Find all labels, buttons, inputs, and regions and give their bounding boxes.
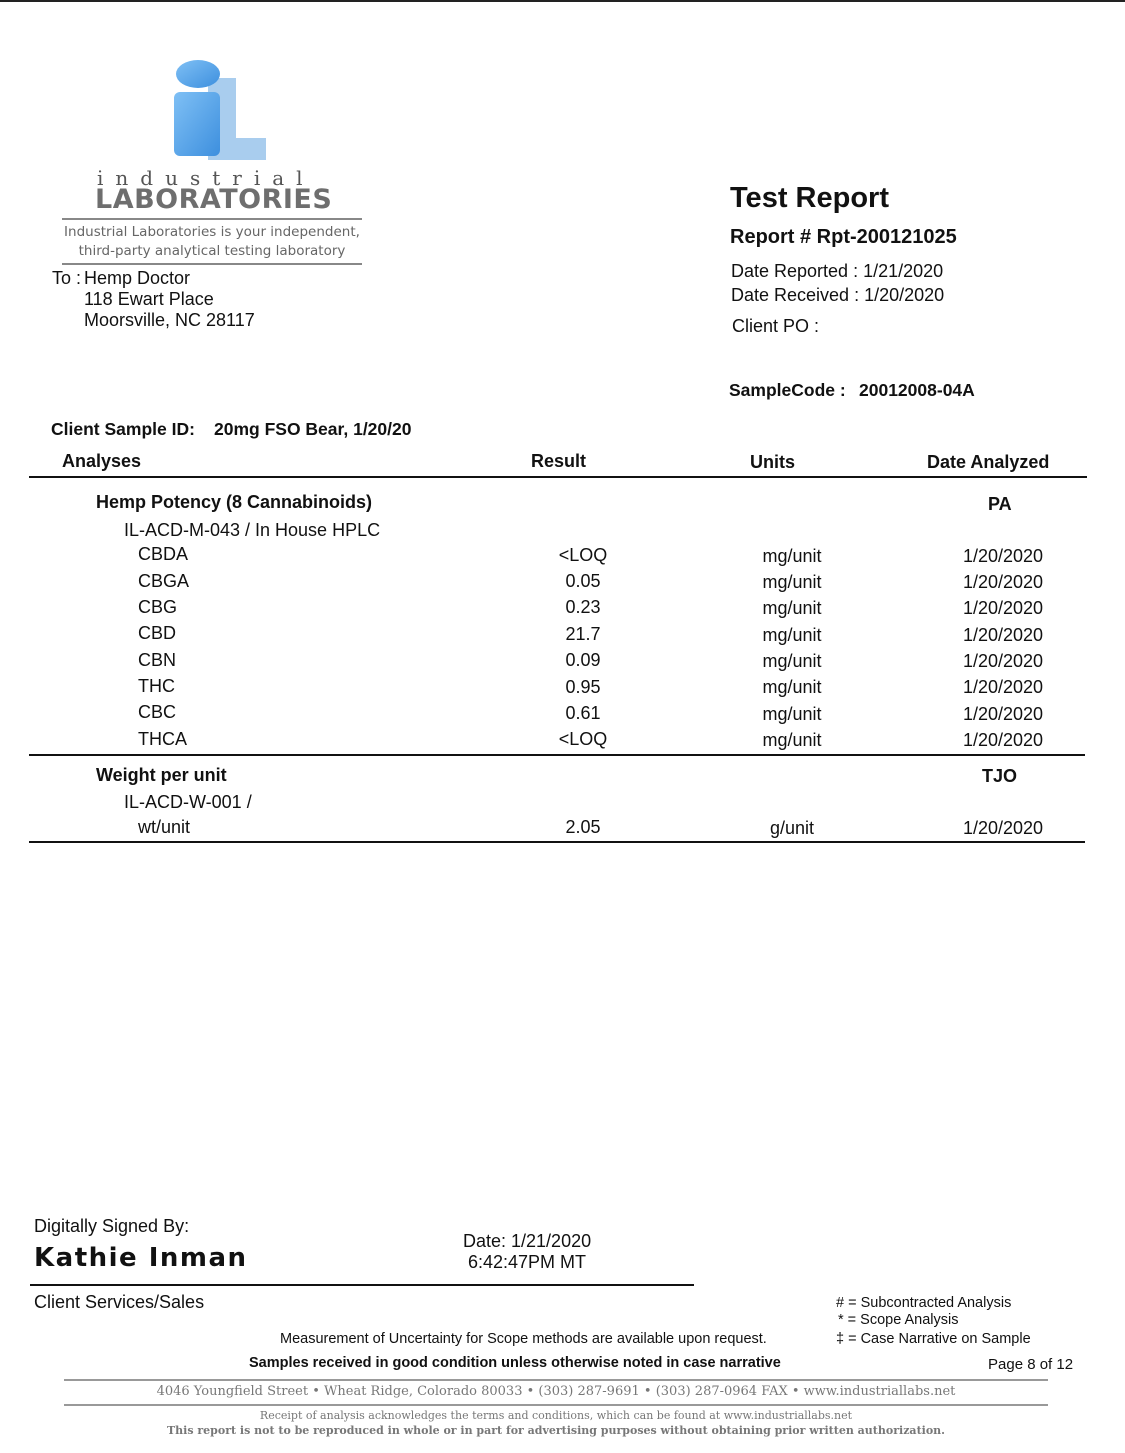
sample-code-label: SampleCode : (729, 380, 846, 400)
logo-wordmark-industrial: industrial (97, 166, 315, 190)
analyte-result: 0.61 (565, 703, 601, 723)
analyte-units: mg/unit (762, 704, 822, 724)
section-rule (29, 754, 1085, 756)
analyte-date: 1/20/2020 (962, 651, 1044, 671)
analyte-result: 0.09 (565, 650, 601, 670)
to-label: To : (52, 268, 82, 288)
analyte-result: 21.7 (565, 624, 601, 644)
signer-name: Kathie Inman (34, 1243, 248, 1273)
page-number: Page 8 of 12 (988, 1356, 1074, 1373)
analyte-name: THC (138, 676, 175, 696)
analyte-date: 1/20/2020 (962, 625, 1044, 645)
client-po: Client PO : (732, 316, 820, 336)
header-analyses: Analyses (62, 451, 142, 471)
analyte-result: 0.05 (565, 571, 601, 591)
analyte-name: CBD (138, 623, 177, 643)
logo-wordmark-laboratories: LABORATORIES (95, 184, 333, 215)
analyte-units: mg/unit (762, 730, 822, 750)
date-received: Date Received : 1/20/2020 (731, 285, 945, 305)
analyte-result: 0.95 (565, 677, 601, 697)
analyte-name: CBC (138, 702, 177, 722)
analyte-date: 1/20/2020 (962, 598, 1044, 618)
reproduction-notice: This report is not to be reproduced in whole or in part for advertising purposes without obtaining prior written authorization. (167, 1424, 945, 1437)
logo-divider (62, 218, 362, 220)
header-rule (29, 476, 1087, 478)
section-analyst-weight: TJO (982, 766, 1018, 786)
legend-scope: * = Scope Analysis (838, 1312, 959, 1328)
logo-divider-bottom (62, 263, 362, 265)
uncertainty-note: Measurement of Uncertainty for Scope methods are available upon request. (280, 1331, 767, 1347)
analyte-units: g/unit (769, 818, 815, 838)
industrial-labs-logo-icon (168, 58, 272, 170)
analyte-units: mg/unit (762, 677, 822, 697)
client-city: Moorsville, NC 28117 (84, 310, 255, 330)
signed-by-label: Digitally Signed By: (34, 1216, 190, 1236)
report-number: Report # Rpt-200121025 (730, 226, 957, 248)
top-border (0, 0, 1125, 2)
analyte-name: CBGA (138, 571, 190, 591)
analyte-date: 1/20/2020 (962, 818, 1044, 838)
method-potency: IL-ACD-M-043 / In House HPLC (124, 520, 381, 540)
analyte-result: 2.05 (565, 817, 601, 837)
analyte-date: 1/20/2020 (962, 546, 1044, 566)
analyte-date: 1/20/2020 (962, 572, 1044, 592)
header-units: Units (750, 452, 795, 472)
client-sample-id-label: Client Sample ID: (51, 419, 195, 439)
legend-narrative: ‡ = Case Narrative on Sample (836, 1331, 1031, 1347)
analyte-units: mg/unit (762, 598, 822, 618)
receipt-note: Receipt of analysis acknowledges the terms and conditions, which can be found at www.industriallabs.net (259, 1409, 853, 1422)
footer-rule-bottom (64, 1404, 1048, 1406)
analyte-date: 1/20/2020 (962, 730, 1044, 750)
footer-rule-top (64, 1379, 1048, 1381)
header-date-analyzed: Date Analyzed (927, 452, 1050, 472)
analyte-date: 1/20/2020 (962, 704, 1044, 724)
lab-address: 4046 Youngfield Street • Wheat Ridge, Colorado 80033 • (303) 287-9691 • (303) 287-0964 FAX • www.industriallabs.net (156, 1384, 956, 1399)
analyte-name: THCA (138, 729, 187, 749)
analyte-name: CBN (138, 650, 177, 670)
client-name: Hemp Doctor (84, 268, 191, 288)
legend-subcontracted: # = Subcontracted Analysis (836, 1295, 1012, 1311)
date-reported: Date Reported : 1/21/2020 (731, 261, 944, 281)
client-sample-id: 20mg FSO Bear, 1/20/20 (214, 419, 412, 439)
analyte-result: <LOQ (558, 729, 608, 749)
logo-tagline-2: third-party analytical testing laboratory (78, 243, 346, 259)
analyte-name: wt/unit (138, 817, 191, 837)
report-title: Test Report (730, 182, 889, 214)
signature-time: 6:42:47PM MT (468, 1252, 587, 1272)
analyte-units: mg/unit (762, 572, 822, 592)
analyte-name: CBG (138, 597, 178, 617)
section-title-weight: Weight per unit (96, 765, 227, 785)
analyte-result: 0.23 (565, 597, 601, 617)
signature-rule (30, 1284, 694, 1286)
analyte-units: mg/unit (762, 546, 822, 566)
analyte-date: 1/20/2020 (962, 677, 1044, 697)
method-weight: IL-ACD-W-001 / (124, 792, 252, 812)
condition-note: Samples received in good condition unless otherwise noted in case narrative (249, 1355, 781, 1371)
logo-tagline-1: Industrial Laboratories is your independent, (64, 224, 360, 240)
section-analyst-potency: PA (988, 494, 1012, 514)
signer-role: Client Services/Sales (34, 1292, 205, 1312)
analyte-units: mg/unit (762, 651, 822, 671)
section-title-potency: Hemp Potency (8 Cannabinoids) (96, 492, 373, 512)
table-bottom-rule (29, 841, 1085, 843)
header-result: Result (531, 451, 587, 471)
sample-code: 20012008-04A (859, 380, 975, 400)
analyte-units: mg/unit (762, 625, 822, 645)
client-street: 118 Ewart Place (84, 289, 214, 309)
signature-date: Date: 1/21/2020 (463, 1231, 592, 1251)
analyte-result: <LOQ (558, 545, 608, 565)
analyte-name: CBDA (138, 544, 189, 564)
